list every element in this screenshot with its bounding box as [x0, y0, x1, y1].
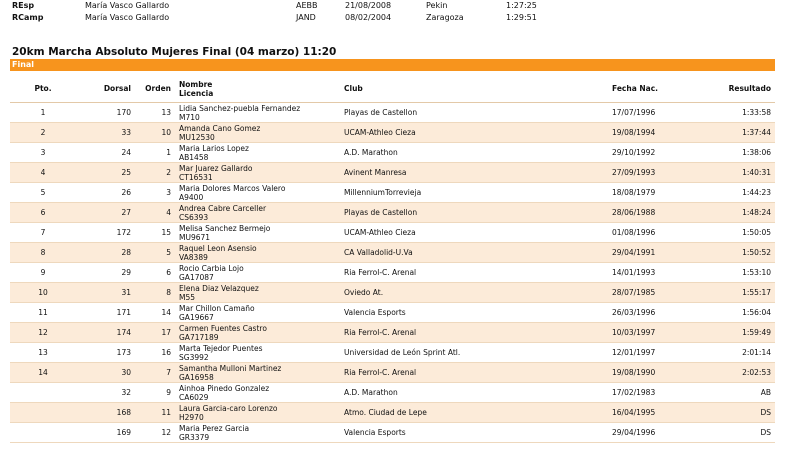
cell-fecha: 19/08/1994 — [608, 123, 688, 143]
cell-fecha: 29/10/1992 — [608, 143, 688, 163]
table-row — [10, 423, 775, 443]
table-row — [10, 243, 775, 263]
cell-resultado: AB — [688, 383, 775, 403]
cell-fecha: 10/03/1997 — [608, 323, 688, 343]
cell-dorsal: 170 — [76, 103, 135, 123]
cell-orden: 7 — [135, 363, 175, 383]
header-club: Club — [340, 75, 608, 103]
table-row — [10, 123, 775, 143]
cell-orden: 6 — [135, 263, 175, 283]
cell-dorsal: 30 — [76, 363, 135, 383]
cell-dorsal: 28 — [76, 243, 135, 263]
cell-nombre-licencia — [175, 343, 340, 363]
cell-orden: 12 — [135, 423, 175, 443]
cell-resultado: 1:56:04 — [688, 303, 775, 323]
cell-pto: 14 — [10, 363, 76, 383]
cell-club: A.D. Marathon — [340, 383, 608, 403]
cell-dorsal: 172 — [76, 223, 135, 243]
cell-pto: 4 — [10, 163, 76, 183]
record-place: Pekin — [426, 1, 448, 10]
cell-dorsal: 173 — [76, 343, 135, 363]
cell-orden: 15 — [135, 223, 175, 243]
record-date: 08/02/2004 — [345, 13, 392, 22]
table-row — [10, 303, 775, 323]
cell-orden: 9 — [135, 383, 175, 403]
cell-fecha: 28/07/1985 — [608, 283, 688, 303]
cell-orden: 14 — [135, 303, 175, 323]
record-row — [0, 0, 800, 12]
record-code: REsp — [12, 1, 35, 10]
cell-nombre-licencia — [175, 303, 340, 323]
cell-orden: 10 — [135, 123, 175, 143]
cell-resultado: 1:50:05 — [688, 223, 775, 243]
cell-club: Oviedo At. — [340, 283, 608, 303]
table-row — [10, 323, 775, 343]
cell-club: Ria Ferrol-C. Arenal — [340, 363, 608, 383]
cell-club: Atmo. Ciudad de Lepe — [340, 403, 608, 423]
athlete-name: Carmen Fuentes Castro — [179, 323, 267, 333]
athlete-name: Lidia Sanchez-puebla Fernandez — [179, 103, 301, 113]
header-nombre: Nombre — [179, 79, 213, 89]
record-place: Zaragoza — [426, 13, 464, 22]
cell-nombre-licencia — [175, 423, 340, 443]
cell-resultado: 1:33:58 — [688, 103, 775, 123]
athlete-license: H2970 — [179, 412, 204, 422]
athlete-license: A9400 — [179, 192, 204, 202]
table-row — [10, 403, 775, 423]
final-header-bar: Final — [10, 59, 775, 71]
cell-nombre-licencia — [175, 223, 340, 243]
cell-pto: 1 — [10, 103, 76, 123]
record-time: 1:27:25 — [506, 1, 537, 10]
cell-fecha: 17/07/1996 — [608, 103, 688, 123]
cell-nombre-licencia — [175, 183, 340, 203]
cell-dorsal: 174 — [76, 323, 135, 343]
athlete-name: Andrea Cabre Carceller — [179, 203, 267, 213]
cell-resultado: 1:48:24 — [688, 203, 775, 223]
athlete-name: Samantha Mulloni Martinez — [179, 363, 282, 373]
records-block — [0, 0, 800, 24]
athlete-name: Rocio Carbia Lojo — [179, 263, 244, 273]
cell-nombre-licencia — [175, 143, 340, 163]
athlete-license: GA19667 — [179, 312, 214, 322]
cell-dorsal: 27 — [76, 203, 135, 223]
table-row — [10, 343, 775, 363]
cell-dorsal: 31 — [76, 283, 135, 303]
cell-resultado: 2:02:53 — [688, 363, 775, 383]
cell-dorsal: 168 — [76, 403, 135, 423]
cell-nombre-licencia — [175, 363, 340, 383]
cell-club: Ria Ferrol-C. Arenal — [340, 263, 608, 283]
athlete-license: MU9671 — [179, 232, 211, 242]
record-federation: JAND — [296, 13, 316, 22]
cell-dorsal: 33 — [76, 123, 135, 143]
cell-orden: 3 — [135, 183, 175, 203]
athlete-license: CA6029 — [179, 392, 209, 402]
cell-club: Playas de Castellon — [340, 203, 608, 223]
cell-nombre-licencia — [175, 263, 340, 283]
athlete-license: SG3992 — [179, 352, 209, 362]
athlete-name: Elena Diaz Velazquez — [179, 283, 259, 293]
athlete-license: GA17087 — [179, 272, 214, 282]
cell-fecha: 29/04/1991 — [608, 243, 688, 263]
cell-club: CA Valladolid-U.Va — [340, 243, 608, 263]
table-row — [10, 263, 775, 283]
cell-orden: 8 — [135, 283, 175, 303]
header-fecha: Fecha Nac. — [608, 75, 688, 103]
cell-resultado: 1:55:17 — [688, 283, 775, 303]
cell-fecha: 29/04/1996 — [608, 423, 688, 443]
cell-pto — [10, 423, 76, 443]
cell-pto: 13 — [10, 343, 76, 363]
header-resultado: Resultado — [688, 75, 775, 103]
cell-resultado: 2:01:14 — [688, 343, 775, 363]
cell-pto: 7 — [10, 223, 76, 243]
cell-fecha: 12/01/1997 — [608, 343, 688, 363]
record-athlete: María Vasco Gallardo — [85, 13, 170, 22]
cell-dorsal: 24 — [76, 143, 135, 163]
athlete-name: Mar Chillon Camaño — [179, 303, 255, 313]
cell-nombre-licencia — [175, 203, 340, 223]
cell-pto: 5 — [10, 183, 76, 203]
record-row — [0, 12, 800, 24]
cell-resultado: 1:44:23 — [688, 183, 775, 203]
header-pto: Pto. — [10, 75, 76, 103]
cell-fecha: 19/08/1990 — [608, 363, 688, 383]
record-athlete: María Vasco Gallardo — [85, 1, 170, 10]
athlete-license: AB1458 — [179, 152, 209, 162]
table-row — [10, 183, 775, 203]
cell-resultado: 1:40:31 — [688, 163, 775, 183]
athlete-license: CT16531 — [179, 172, 213, 182]
cell-pto: 9 — [10, 263, 76, 283]
athlete-name: Laura Garcia-caro Lorenzo — [179, 403, 278, 413]
cell-fecha: 18/08/1979 — [608, 183, 688, 203]
cell-fecha: 26/03/1996 — [608, 303, 688, 323]
cell-nombre-licencia — [175, 383, 340, 403]
cell-orden: 17 — [135, 323, 175, 343]
cell-pto: 10 — [10, 283, 76, 303]
athlete-license: MU12530 — [179, 132, 215, 142]
cell-fecha: 14/01/1993 — [608, 263, 688, 283]
cell-pto: 11 — [10, 303, 76, 323]
athlete-name: Raquel Leon Asensio — [179, 243, 257, 253]
header-licencia: Licencia — [179, 88, 214, 98]
table-row — [10, 223, 775, 243]
table-row — [10, 363, 775, 383]
cell-pto: 2 — [10, 123, 76, 143]
cell-fecha: 28/06/1988 — [608, 203, 688, 223]
cell-resultado: DS — [688, 423, 775, 443]
cell-club: UCAM-Athleo Cieza — [340, 123, 608, 143]
cell-nombre-licencia — [175, 403, 340, 423]
cell-nombre-licencia — [175, 243, 340, 263]
cell-resultado: 1:59:49 — [688, 323, 775, 343]
athlete-name: Maria Perez Garcia — [179, 423, 250, 433]
cell-pto: 12 — [10, 323, 76, 343]
athlete-license: M710 — [179, 112, 200, 122]
cell-dorsal: 29 — [76, 263, 135, 283]
cell-dorsal: 26 — [76, 183, 135, 203]
cell-orden: 16 — [135, 343, 175, 363]
athlete-name: Marta Tejedor Puentes — [179, 343, 263, 353]
cell-fecha: 01/08/1996 — [608, 223, 688, 243]
athlete-license: GR3379 — [179, 432, 210, 442]
cell-club: Avinent Manresa — [340, 163, 608, 183]
cell-dorsal: 32 — [76, 383, 135, 403]
record-date: 21/08/2008 — [345, 1, 392, 10]
cell-nombre-licencia — [175, 283, 340, 303]
cell-fecha: 27/09/1993 — [608, 163, 688, 183]
cell-orden: 13 — [135, 103, 175, 123]
cell-nombre-licencia — [175, 123, 340, 143]
table-row — [10, 143, 775, 163]
header-row — [10, 75, 775, 103]
cell-club: Playas de Castellon — [340, 103, 608, 123]
cell-pto: 8 — [10, 243, 76, 263]
cell-orden: 2 — [135, 163, 175, 183]
cell-dorsal: 169 — [76, 423, 135, 443]
cell-orden: 5 — [135, 243, 175, 263]
record-code: RCamp — [12, 13, 44, 22]
header-nombre-licencia — [175, 75, 340, 103]
cell-club: Ria Ferrol-C. Arenal — [340, 323, 608, 343]
cell-club: Valencia Esports — [340, 303, 608, 323]
cell-club: Universidad de León Sprint Atl. — [340, 343, 608, 363]
header-orden: Orden — [135, 75, 175, 103]
athlete-license: CS6393 — [179, 212, 209, 222]
cell-nombre-licencia — [175, 103, 340, 123]
table-row — [10, 383, 775, 403]
cell-fecha: 16/04/1995 — [608, 403, 688, 423]
record-federation: AEBB — [296, 1, 318, 10]
table-row — [10, 283, 775, 303]
athlete-license: M55 — [179, 292, 196, 302]
cell-resultado: DS — [688, 403, 775, 423]
table-row — [10, 163, 775, 183]
cell-pto — [10, 403, 76, 423]
record-time: 1:29:51 — [506, 13, 537, 22]
athlete-license: VA8389 — [179, 252, 208, 262]
cell-pto: 6 — [10, 203, 76, 223]
cell-fecha: 17/02/1983 — [608, 383, 688, 403]
athlete-name: Melisa Sanchez Bermejo — [179, 223, 271, 233]
cell-dorsal: 25 — [76, 163, 135, 183]
cell-resultado: 1:53:10 — [688, 263, 775, 283]
results-table — [10, 75, 775, 443]
athlete-name: Maria Larios Lopez — [179, 143, 249, 153]
cell-orden: 4 — [135, 203, 175, 223]
cell-pto — [10, 383, 76, 403]
cell-nombre-licencia — [175, 323, 340, 343]
cell-club: UCAM-Athleo Cieza — [340, 223, 608, 243]
section-title: 20km Marcha Absoluto Mujeres Final (04 marzo) 11:20 — [12, 46, 337, 58]
athlete-license: GA16958 — [179, 372, 214, 382]
cell-orden: 1 — [135, 143, 175, 163]
athlete-license: GA717189 — [179, 332, 219, 342]
cell-club: A.D. Marathon — [340, 143, 608, 163]
athlete-name: Amanda Cano Gomez — [179, 123, 261, 133]
cell-club: Valencia Esports — [340, 423, 608, 443]
table-row — [10, 203, 775, 223]
table-row — [10, 103, 775, 123]
cell-dorsal: 171 — [76, 303, 135, 323]
cell-resultado: 1:37:44 — [688, 123, 775, 143]
cell-club: MillenniumTorrevieja — [340, 183, 608, 203]
cell-resultado: 1:38:06 — [688, 143, 775, 163]
cell-resultado: 1:50:52 — [688, 243, 775, 263]
cell-pto: 3 — [10, 143, 76, 163]
header-dorsal: Dorsal — [76, 75, 135, 103]
cell-nombre-licencia — [175, 163, 340, 183]
cell-orden: 11 — [135, 403, 175, 423]
athlete-name: Maria Dolores Marcos Valero — [179, 183, 286, 193]
athlete-name: Mar Juarez Gallardo — [179, 163, 253, 173]
athlete-name: Ainhoa Pinedo Gonzalez — [179, 383, 270, 393]
